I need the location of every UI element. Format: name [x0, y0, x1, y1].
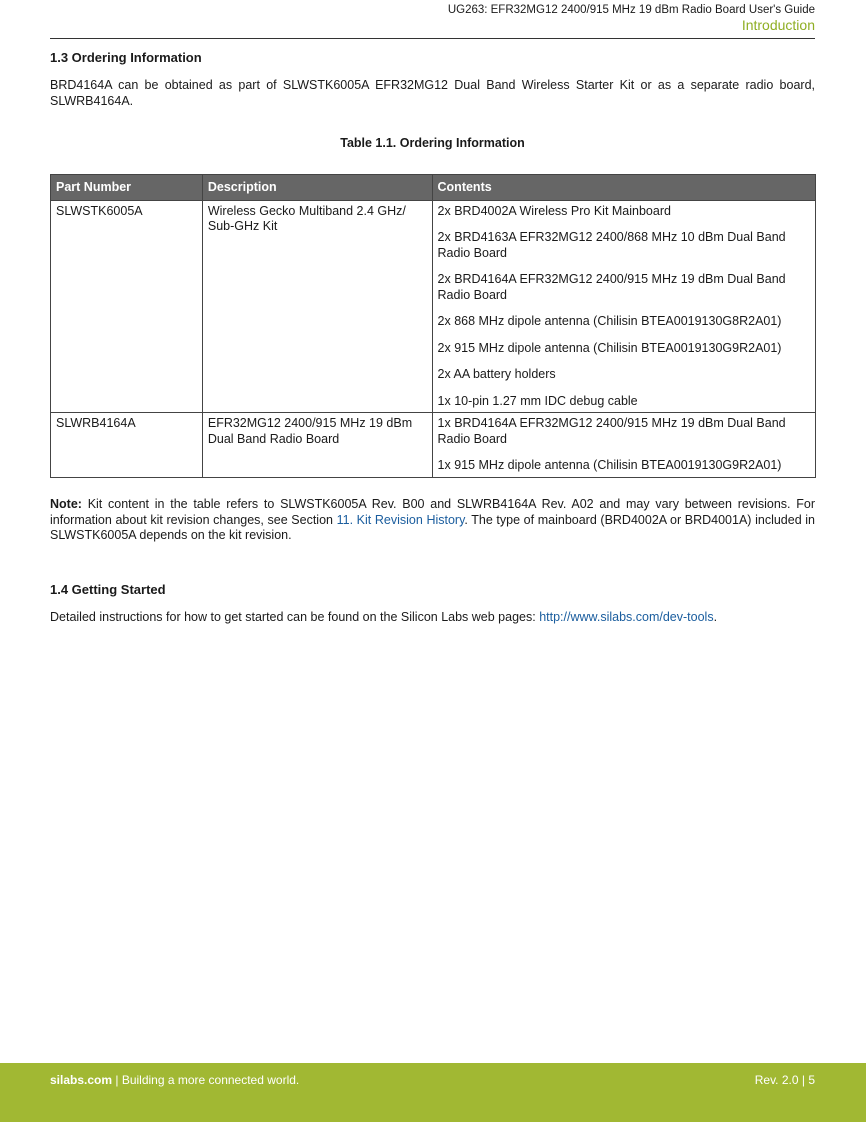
- table-row: [51, 200, 816, 413]
- description-cell: EFR32MG12 2400/915 MHz 19 dBm Dual Band Radio Board: [202, 413, 432, 478]
- section-name: Introduction: [741, 17, 815, 33]
- note-text: Kit content in the table refers to SLWSTK6005A Rev. B00 and SLWRB4164A Rev. A02 and may vary between revisions. For information about kit revision changes, see Section: [50, 497, 815, 527]
- description-cell: Wireless Gecko Multiband 2.4 GHz/ Sub-GHz Kit: [202, 200, 432, 413]
- section-heading: 1.3 Ordering Information: [50, 50, 202, 65]
- footer-site: silabs.com: [50, 1073, 113, 1087]
- section-heading: 1.4 Getting Started: [50, 582, 166, 597]
- contents-item: 2x BRD4002A Wireless Pro Kit Mainboard: [437, 203, 671, 218]
- page-header: [448, 3, 815, 34]
- table-note: [50, 497, 815, 544]
- note-label: Note:: [50, 497, 82, 511]
- table-header-row: [51, 175, 816, 201]
- section-paragraph: [50, 610, 815, 626]
- part-number-cell: SLWSTK6005A: [51, 200, 203, 413]
- column-header-contents: Contents: [432, 175, 815, 201]
- contents-item: 2x BRD4164A EFR32MG12 2400/915 MHz 19 dBm Dual Band Radio Board: [437, 272, 786, 302]
- contents-item: 1x 915 MHz dipole antenna (Chilisin BTEA0019130G9R2A01): [437, 458, 782, 472]
- dev-tools-link[interactable]: http://www.silabs.com/dev-tools: [539, 610, 714, 624]
- contents-item: 2x 868 MHz dipole antenna (Chilisin BTEA0019130G8R2A01): [437, 314, 782, 328]
- section-ordering-information: [50, 50, 815, 109]
- kit-revision-history-link[interactable]: 11. Kit Revision History: [336, 512, 465, 527]
- footer-brand: [50, 1073, 299, 1087]
- section-paragraph: BRD4164A can be obtained as part of SLWSTK6005A EFR32MG12 Dual Band Wireless Starter Kit or as a separate radio board, SLWRB4164A.: [50, 78, 815, 108]
- note-text-end: . The type of mainboard (BRD4002A or BRD4001A) included in SLWSTK6005A depends on the kit revision.: [50, 512, 815, 542]
- ordering-information-table: [50, 174, 816, 478]
- table-row: [51, 413, 816, 478]
- table-caption: Table 1.1. Ordering Information: [340, 136, 525, 150]
- part-number-cell: SLWRB4164A: [51, 413, 203, 478]
- paragraph-text-end: .: [713, 610, 718, 624]
- contents-item: 2x AA battery holders: [437, 367, 556, 381]
- column-header-part-number: Part Number: [51, 175, 203, 201]
- page-footer: [0, 1063, 866, 1122]
- header-divider: [50, 38, 815, 39]
- contents-cell: [432, 200, 815, 413]
- footer-revision: Rev. 2.0 | 5: [754, 1073, 815, 1087]
- contents-item: 2x BRD4163A EFR32MG12 2400/868 MHz 10 dBm Dual Band Radio Board: [437, 230, 786, 260]
- section-getting-started: [50, 582, 815, 626]
- contents-cell: [432, 413, 815, 478]
- contents-item: 1x 10-pin 1.27 mm IDC debug cable: [437, 393, 638, 408]
- contents-item: 1x BRD4164A EFR32MG12 2400/915 MHz 19 dBm Dual Band Radio Board: [437, 416, 786, 446]
- paragraph-text: Detailed instructions for how to get started can be found on the Silicon Labs web pages:: [50, 610, 540, 624]
- document-title: UG263: EFR32MG12 2400/915 MHz 19 dBm Radio Board User's Guide: [447, 4, 815, 16]
- column-header-description: Description: [202, 175, 432, 201]
- footer-tagline: | Building a more connected world.: [112, 1073, 300, 1087]
- contents-item: 2x 915 MHz dipole antenna (Chilisin BTEA0019130G9R2A01): [437, 340, 782, 355]
